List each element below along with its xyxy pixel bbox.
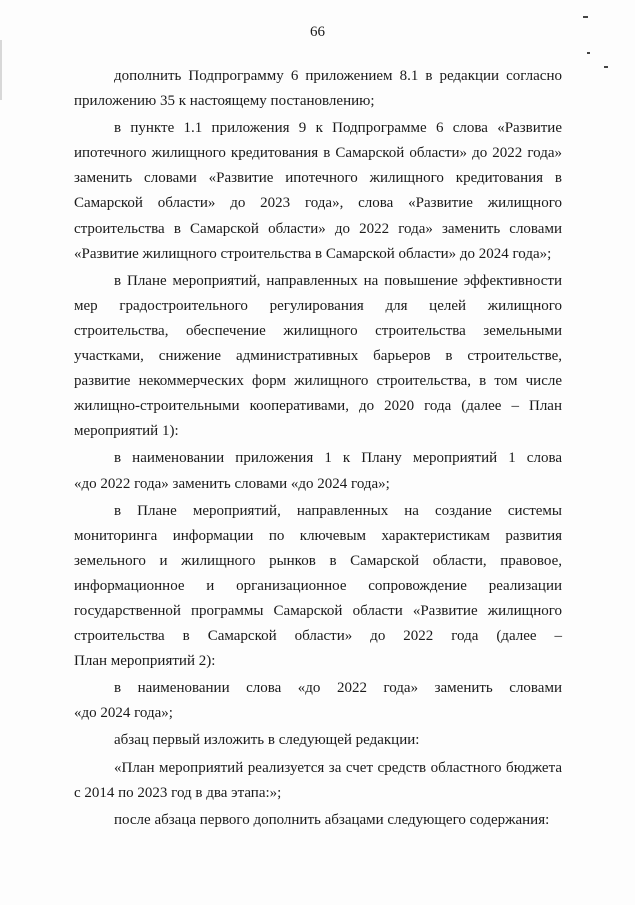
text-line: мероприятий 1): (74, 423, 179, 440)
text-line: ипотечного жилищного кредитования в Самарской области» до 2022 года» (74, 145, 562, 162)
text-line: жилищно-строительными кооперативами, до 2020 года (далее – План (74, 398, 562, 415)
text-line: государственной программы Самарской области «Развитие жилищного (74, 602, 562, 619)
text-line: земельного и жилищного рынков в Самарской области, правовое, (74, 552, 562, 569)
text-line: в пункте 1.1 приложения 9 к Подпрограмме 6 слова «Развитие (114, 120, 562, 137)
scan-speck (604, 66, 608, 68)
scan-speck (587, 52, 590, 54)
document-body (74, 64, 562, 833)
scan-edge-artifact (0, 40, 2, 100)
page-number: 66 (310, 24, 325, 40)
text-line: строительства в Самарской области» до 2022 года (далее – (74, 628, 562, 645)
text-line: План мероприятий 2): (74, 653, 216, 670)
text-line: «Развитие жилищного строительства в Самарской области» до 2024 года»; (74, 245, 552, 262)
text-line: дополнить Подпрограмму 6 приложением 8.1 в редакции согласно (114, 68, 562, 84)
text-line: в наименовании слова «до 2022 года» заменить словами (114, 680, 562, 697)
text-line: приложению 35 к настоящему постановлению; (74, 93, 375, 110)
text-line: Самарской области» до 2023 года», слова «Развитие жилищного (74, 195, 562, 212)
text-line: мониторинга информации по ключевым характеристикам развития (74, 527, 562, 544)
text-line: строительства, обеспечение жилищного строительства земельными (74, 322, 562, 339)
text-line: строительства в Самарской области» до 2022 года» заменить словами (74, 220, 562, 237)
text-line: с 2014 по 2023 год в два этапа:»; (74, 784, 282, 801)
text-line: информационное и организационное сопровождение реализации (74, 577, 562, 594)
text-line: «План мероприятий реализуется за счет средств областного бюджета (114, 759, 562, 776)
text-line: заменить словами «Развитие ипотечного жилищного кредитования в (74, 170, 562, 187)
scan-speck (583, 16, 588, 18)
text-line: в наименовании приложения 1 к Плану мероприятий 1 слова (114, 450, 562, 467)
text-line: после абзаца первого дополнить абзацами следующего содержания: (114, 811, 550, 828)
text-line: в Плане мероприятий, направленных на повышение эффективности (114, 272, 562, 289)
text-line: развитие некоммерческих форм жилищного строительства, в том числе (74, 373, 562, 390)
text-line: «до 2022 года» заменить словами «до 2024 года»; (74, 475, 390, 492)
text-line: в Плане мероприятий, направленных на создание системы (114, 502, 562, 519)
text-line: «до 2024 года»; (74, 705, 173, 722)
text-line: мер градостроительного регулирования для целей жилищного (74, 297, 562, 314)
text-line: участками, снижение административных барьеров в строительстве, (74, 348, 562, 365)
text-line: абзац первый изложить в следующей редакции: (114, 732, 420, 749)
